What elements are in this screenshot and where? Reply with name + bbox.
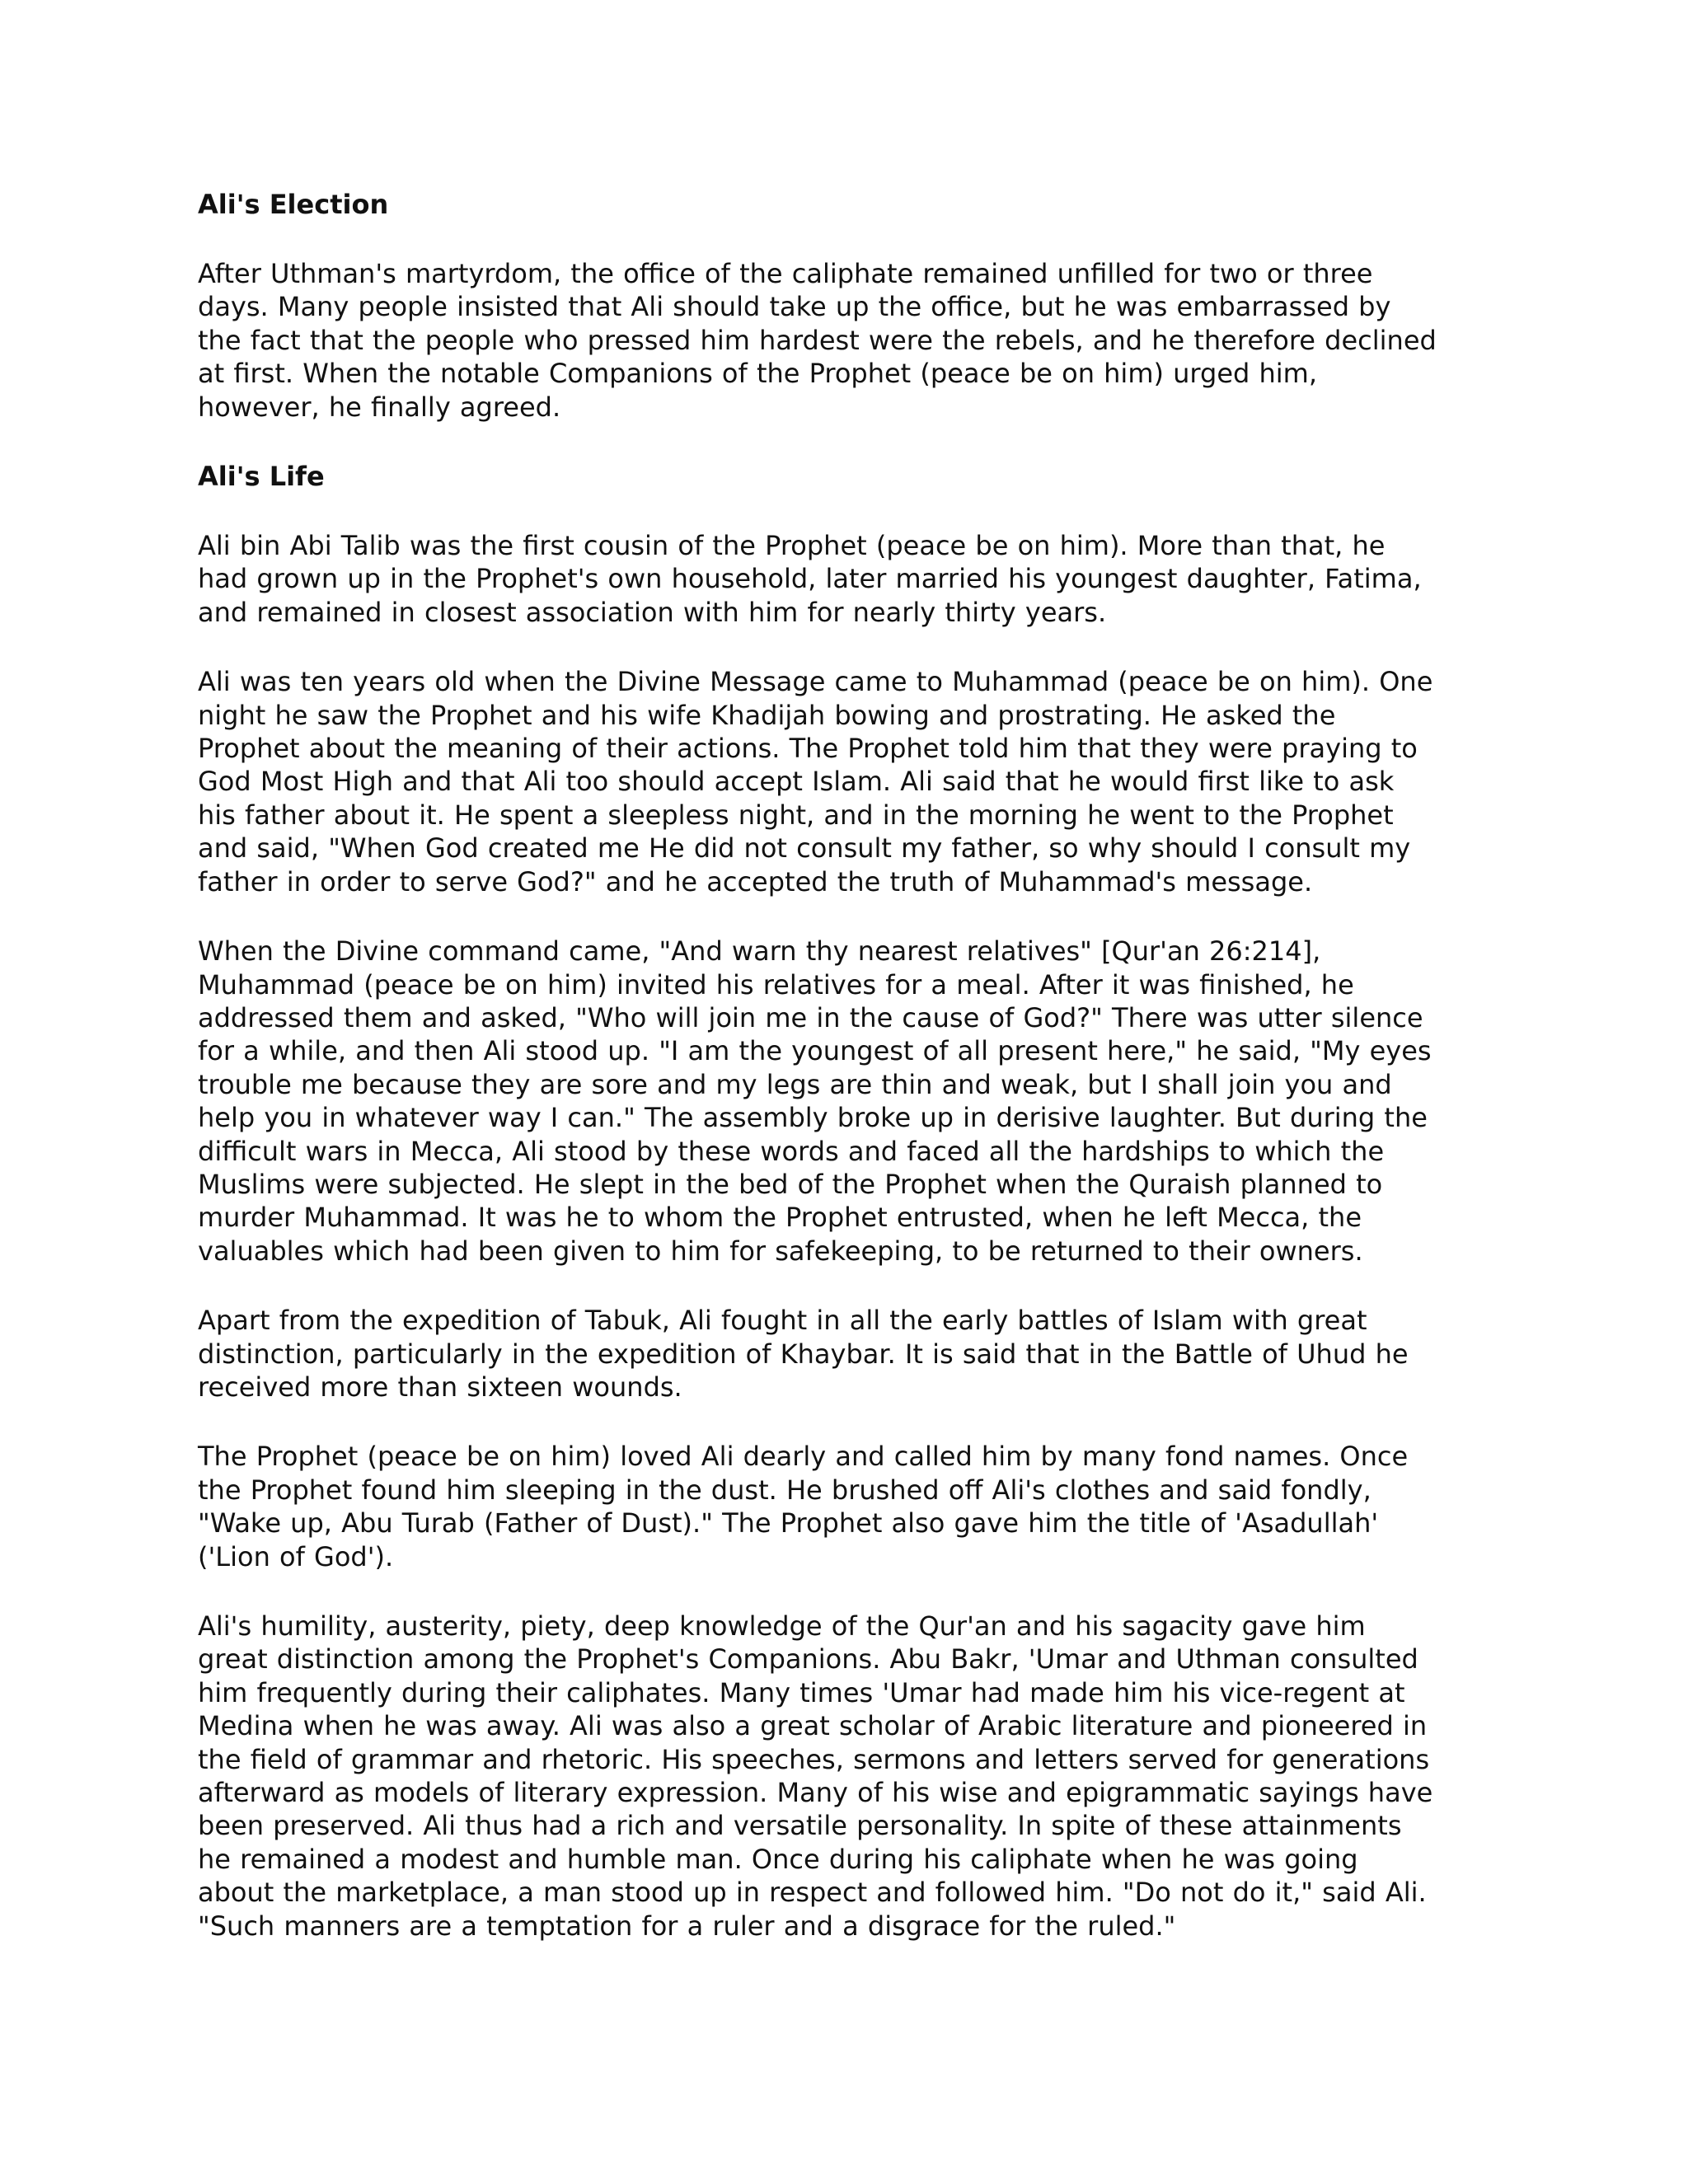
paragraph-election-1: After Uthman's martyrdom, the office of the caliphate remained unfilled for two or three days. Many people insisted that Ali should take up the office, but he was embarrassed by the fact that the people who pressed him hardest were the rebels, and he therefore declined at first. When the notable Companions of the Prophet (peace be on him) urged him, however, he finally agreed.	[198, 258, 1437, 423]
heading-alis-life: Ali's Life	[198, 461, 325, 493]
paragraph-life-4: Apart from the expedition of Tabuk, Ali fought in all the early battles of Islam with great distinction, particularly in the expedition of Khaybar. It is said that in the Battle of Uhud he received more than sixteen wounds.	[198, 1305, 1409, 1403]
paragraph-life-2: Ali was ten years old when the Divine Message came to Muhammad (peace be on him). One night he saw the Prophet and his wife Khadijah bowing and prostrating. He asked the Prophet about the meaning of their actions. The Prophet told him that they were praying to God Most High and that Ali too should accept Islam. Ali said that he would first like to ask his father about it. He spent a sleepless night, and in the morning he went to the Prophet and said, "When God created me He did not consult my father, so why should I consult my father in order to serve God?" and he accepted the truth of Muhammad's message.	[198, 666, 1433, 898]
paragraph-life-3: When the Divine command came, "And warn thy nearest relatives" [Qur'an 26:214], Muhammad (peace be on him) invited his relatives for a meal. After it was finished, he addressed them and asked, "Who will join me in the cause of God?" There was utter silence for a while, and then Ali stood up. "I am the youngest of all present here," he said, "My eyes trouble me because they are sore and my legs are thin and weak, but I shall join you and help you in whatever way I can." The assembly broke up in derisive laughter. But during the difficult wars in Mecca, Ali stood by these words and faced all the hardships to which the Muslims were subjected. He slept in the bed of the Prophet when the Quraish planned to murder Muhammad. It was he to whom the Prophet entrusted, when he left Mecca, the valuables which had been given to him for safekeeping, to be returned to their owners.	[198, 935, 1432, 1267]
paragraph-life-1: Ali bin Abi Talib was the first cousin of the Prophet (peace be on him). More than that, he had grown up in the Prophet's own household, later married his youngest daughter, Fatima, and remained in closest association with him for nearly thirty years.	[198, 530, 1422, 628]
paragraph-life-6: Ali's humility, austerity, piety, deep knowledge of the Qur'an and his sagacity gave him great distinction among the Prophet's Companions. Abu Bakr, 'Umar and Uthman consulted him frequently during their caliphates. Many times 'Umar had made him his vice-regent at Medina when he was away. Ali was also a great scholar of Arabic literature and pioneered in the field of grammar and rhetoric. His speeches, sermons and letters served for generations afterward as models of literary expression. Many of his wise and epigrammatic sayings have been preserved. Ali thus had a rich and versatile personality. In spite of these attainments he remained a modest and humble man. Once during his caliphate when he was going about the marketplace, a man stood up in respect and followed him. "Do not do it," said Ali. "Such manners are a temptation for a ruler and a disgrace for the ruled."	[198, 1610, 1433, 1942]
document-page	[198, 188, 1500, 1979]
heading-alis-election: Ali's Election	[198, 189, 389, 220]
paragraph-life-5: The Prophet (peace be on him) loved Ali dearly and called him by many fond names. Once the Prophet found him sleeping in the dust. He brushed off Ali's clothes and said fondly, "Wake up, Abu Turab (Father of Dust)." The Prophet also gave him the title of 'Asadullah' ('Lion of God').	[198, 1441, 1409, 1572]
